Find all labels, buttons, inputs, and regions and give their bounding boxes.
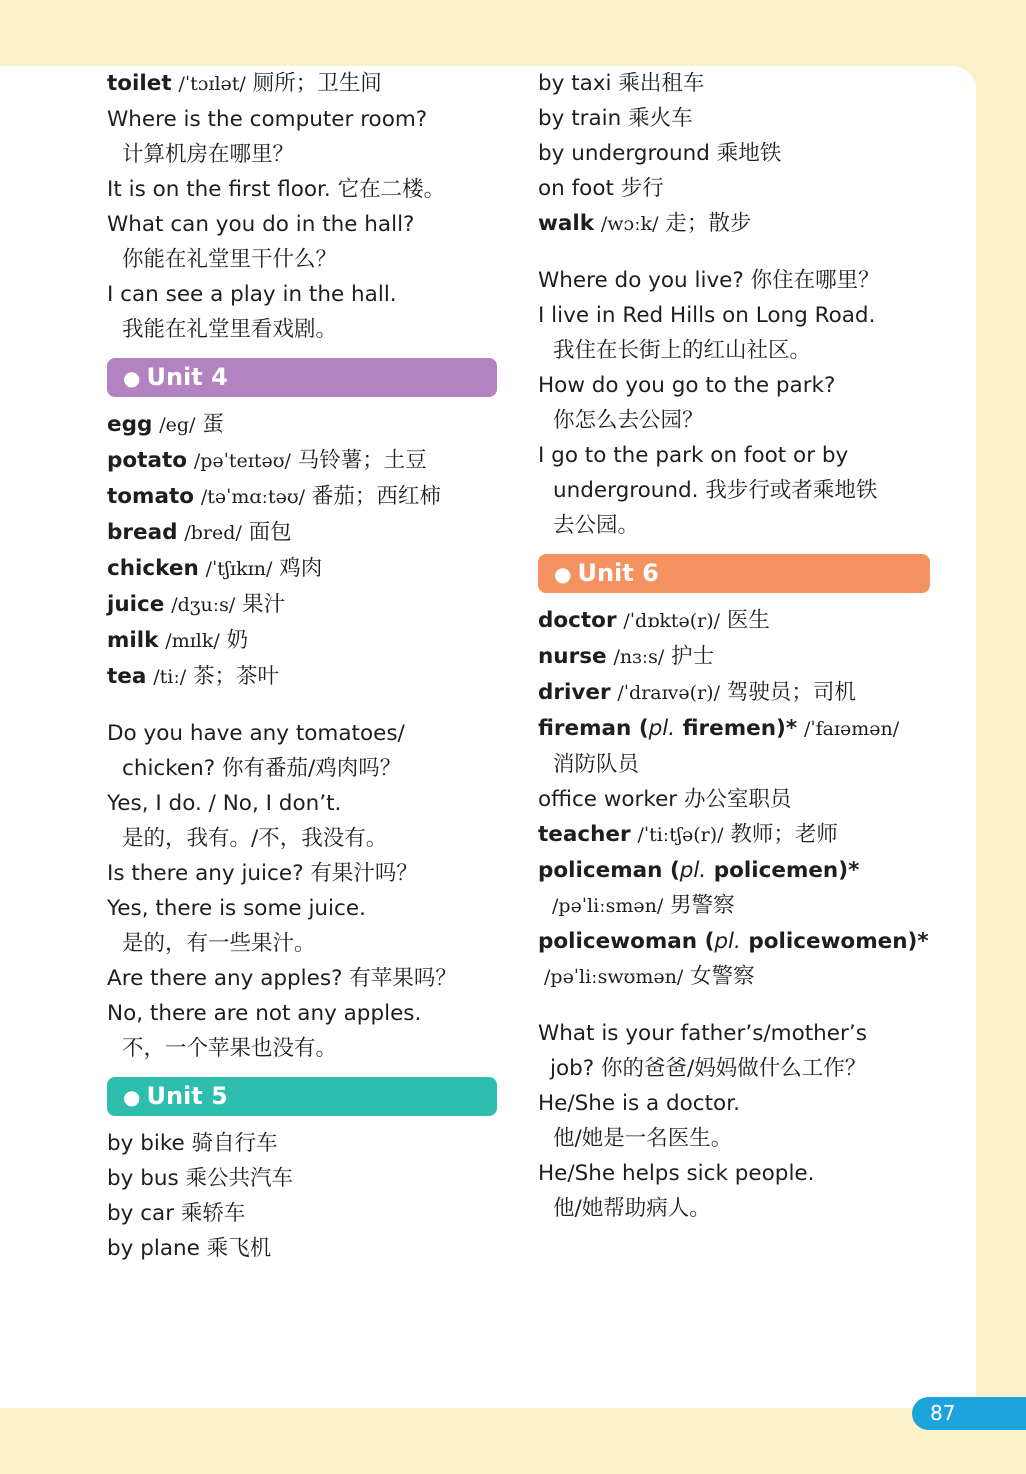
vocab-meaning: 女警察 xyxy=(690,964,755,989)
vocab-phonetic: /ˈtiːtʃə(r)/ xyxy=(637,824,724,846)
vocab-word: milk xyxy=(107,628,159,653)
paren-open: ( xyxy=(662,858,680,883)
plural-abbr: pl. xyxy=(648,716,676,741)
vocab-phonetic: /bred/ xyxy=(184,522,242,544)
spacer xyxy=(538,242,930,263)
sentence-cn: 计算机房在哪里？ xyxy=(122,142,295,167)
vocab-entry xyxy=(107,66,497,102)
vocab-phonetic: /ˈdɒktə(r)/ xyxy=(623,610,721,632)
sentence-en: Is there any juice? 有果汁吗？ xyxy=(107,861,418,886)
vocab-entry xyxy=(107,623,497,659)
vocab-phonetic: /ˈdraɪvə(r)/ xyxy=(617,682,720,704)
sentence-en: What can you do in the hall? xyxy=(107,212,415,237)
sentence-cn: 是的，我有。/不，我没有。 xyxy=(122,826,388,851)
vocab-word: chicken xyxy=(107,556,199,581)
vocab-entry xyxy=(538,603,930,639)
vocab-phonetic: /pəˈliːswʊmən/ xyxy=(544,966,684,988)
unit-title: Unit 6 xyxy=(577,559,659,587)
vocab-meaning: 番茄；西红柿 xyxy=(311,484,441,509)
sentence-en: No, there are not any apples. xyxy=(107,1001,422,1026)
vocab-entry xyxy=(538,675,930,711)
vocab-entry xyxy=(538,959,930,995)
vocab-meaning: 男警察 xyxy=(670,893,735,918)
vocab-entry xyxy=(107,587,497,623)
vocab-word: teacher xyxy=(538,822,631,847)
vocab-meaning: 蛋 xyxy=(202,412,224,437)
vocab-entry xyxy=(538,639,930,675)
paren-open: ( xyxy=(631,716,649,741)
vocab-entry xyxy=(107,551,497,587)
vocab-word: nurse xyxy=(538,644,607,669)
vocab-word: policeman xyxy=(538,858,663,883)
vocab-phonetic: /ˈtʃɪkɪn/ xyxy=(205,558,273,580)
sentence-cn: 我能在礼堂里看戏剧。 xyxy=(122,317,338,342)
vocab-meaning: 马铃薯；土豆 xyxy=(297,448,427,473)
sentence-en: He/She is a doctor. xyxy=(538,1091,740,1116)
sentence-en: I live in Red Hills on Long Road. xyxy=(538,303,876,328)
sentence-en: Yes, I do. / No, I don’t. xyxy=(107,791,342,816)
paren-close: )* xyxy=(776,716,798,741)
vocab-entry xyxy=(107,515,497,551)
vocab-word: walk xyxy=(538,211,595,236)
plural-abbr: pl. xyxy=(679,858,707,883)
vocab-word: tea xyxy=(107,664,147,689)
plural-form: policewomen xyxy=(740,929,908,954)
phrase-entry: by bike 骑自行车 xyxy=(107,1131,278,1156)
vocab-meaning: 果汁 xyxy=(242,592,286,617)
vocab-word: policewoman xyxy=(538,929,698,954)
vocab-word: toilet xyxy=(107,71,172,96)
sentence-en: I can see a play in the hall. xyxy=(107,282,397,307)
vocab-word: potato xyxy=(107,448,187,473)
phrase-entry: office worker 办公室职员 xyxy=(538,787,792,812)
spacer xyxy=(538,995,930,1016)
vocab-meaning: 消防队员 xyxy=(553,752,640,777)
vocab-entry xyxy=(107,407,497,443)
vocab-entry xyxy=(538,711,930,747)
sentence-en: He/She helps sick people. xyxy=(538,1161,815,1186)
vocab-meaning: 驾驶员；司机 xyxy=(726,680,856,705)
sentence-cn: 我住在长街上的红山社区。 xyxy=(553,338,812,363)
vocab-phonetic: /wɔːk/ xyxy=(600,213,659,235)
unit-title: Unit 4 xyxy=(146,363,228,391)
vocab-entry xyxy=(107,443,497,479)
vocab-word: juice xyxy=(107,592,165,617)
unit-6-header xyxy=(538,554,930,593)
sentence-cn: job? 你的爸爸/妈妈做什么工作？ xyxy=(550,1056,867,1081)
plural-abbr: pl. xyxy=(714,929,741,954)
vocab-phonetic: /ˈtɔɪlət/ xyxy=(178,73,246,95)
vocab-phonetic: /ˈfaɪəmən/ xyxy=(803,718,900,740)
vocab-entry xyxy=(538,817,930,853)
vocab-meaning: 教师；老师 xyxy=(730,822,838,847)
vocab-entry xyxy=(538,206,930,242)
sentence-en: Where is the computer room? xyxy=(107,107,428,132)
paren-close: )* xyxy=(838,858,860,883)
bullet-dot-icon: ● xyxy=(123,366,141,390)
vocab-word: fireman xyxy=(538,716,632,741)
vocab-word: tomato xyxy=(107,484,195,509)
sentence-cn: underground. 我步行或者乘地铁 xyxy=(553,478,878,503)
vocab-phonetic: /dʒuːs/ xyxy=(171,594,236,616)
vocab-meaning: 厕所；卫生间 xyxy=(252,71,382,96)
plural-form: firemen xyxy=(675,716,777,741)
page-number: 87 xyxy=(912,1397,1026,1430)
vocab-meaning: 医生 xyxy=(726,608,770,633)
unit-4-header xyxy=(107,358,497,397)
vocab-phonetic: /tiː/ xyxy=(153,666,187,688)
paren-close: )* xyxy=(907,929,929,954)
sentence-en: How do you go to the park? xyxy=(538,373,836,398)
paren-open: ( xyxy=(697,929,715,954)
sentence-en: I go to the park on foot or by xyxy=(538,443,849,468)
sentence-cn: 去公园。 xyxy=(553,513,640,538)
vocab-meaning: 走；散步 xyxy=(665,211,752,236)
sentence-en: Are there any apples? 有苹果吗？ xyxy=(107,966,457,991)
sentence-en: It is on the first floor. 它在二楼。 xyxy=(107,177,446,202)
right-column xyxy=(538,66,930,1226)
vocab-entry xyxy=(538,924,930,959)
phrase-entry: by train 乘火车 xyxy=(538,106,693,131)
phrase-entry: by car 乘轿车 xyxy=(107,1201,246,1226)
sentence-cn: 他/她是一名医生。 xyxy=(553,1126,733,1151)
vocab-meaning: 奶 xyxy=(226,628,249,653)
bullet-dot-icon: ● xyxy=(123,1085,141,1109)
vocab-entry xyxy=(107,479,497,515)
vocab-entry xyxy=(538,888,930,924)
sentence-cn: 不，一个苹果也没有。 xyxy=(122,1036,338,1061)
phrase-entry: by bus 乘公共汽车 xyxy=(107,1166,294,1191)
unit-title: Unit 5 xyxy=(146,1082,228,1110)
sentence-cn: 他/她帮助病人。 xyxy=(553,1196,711,1221)
bullet-dot-icon: ● xyxy=(554,562,572,586)
vocab-phonetic: /mɪlk/ xyxy=(165,630,220,652)
sentence-cn: 你怎么去公园？ xyxy=(553,408,704,433)
unit-5-header xyxy=(107,1077,497,1116)
vocab-meaning: 面包 xyxy=(248,520,292,545)
plural-form: policemen xyxy=(706,858,839,883)
phrase-entry: by taxi 乘出租车 xyxy=(538,71,705,96)
vocab-phonetic: /pəˈteɪtəʊ/ xyxy=(193,450,291,472)
sentence-en: What is your father’s/mother’s xyxy=(538,1021,867,1046)
vocab-word: doctor xyxy=(538,608,617,633)
vocab-phonetic: /təˈmɑːtəʊ/ xyxy=(200,486,306,508)
sentence-cn: 是的，有一些果汁。 xyxy=(122,931,316,956)
sentence-cn: 你能在礼堂里干什么？ xyxy=(122,247,338,272)
vocab-entry xyxy=(107,659,497,695)
vocab-phonetic: /eg/ xyxy=(159,414,196,436)
sentence-cn: chicken? 你有番茄/鸡肉吗？ xyxy=(122,756,402,781)
phrase-entry: by plane 乘飞机 xyxy=(107,1236,272,1261)
vocab-word: bread xyxy=(107,520,178,545)
phrase-entry: on foot 步行 xyxy=(538,176,664,201)
vocab-phonetic: /nɜːs/ xyxy=(613,646,665,668)
phrase-entry: by underground 乘地铁 xyxy=(538,141,782,166)
left-column xyxy=(107,66,497,1266)
vocab-word: driver xyxy=(538,680,611,705)
vocab-phonetic: /pəˈliːsmən/ xyxy=(552,895,664,917)
vocab-meaning: 鸡肉 xyxy=(279,556,323,581)
vocab-word: egg xyxy=(107,412,153,437)
vocab-meaning: 茶；茶叶 xyxy=(192,664,279,689)
sentence-en: Do you have any tomatoes/ xyxy=(107,721,405,746)
spacer xyxy=(107,695,497,716)
vocab-meaning: 护士 xyxy=(671,644,715,669)
sentence-en: Yes, there is some juice. xyxy=(107,896,366,921)
vocab-entry xyxy=(538,853,930,888)
sentence-en: Where do you live? 你住在哪里？ xyxy=(538,268,880,293)
